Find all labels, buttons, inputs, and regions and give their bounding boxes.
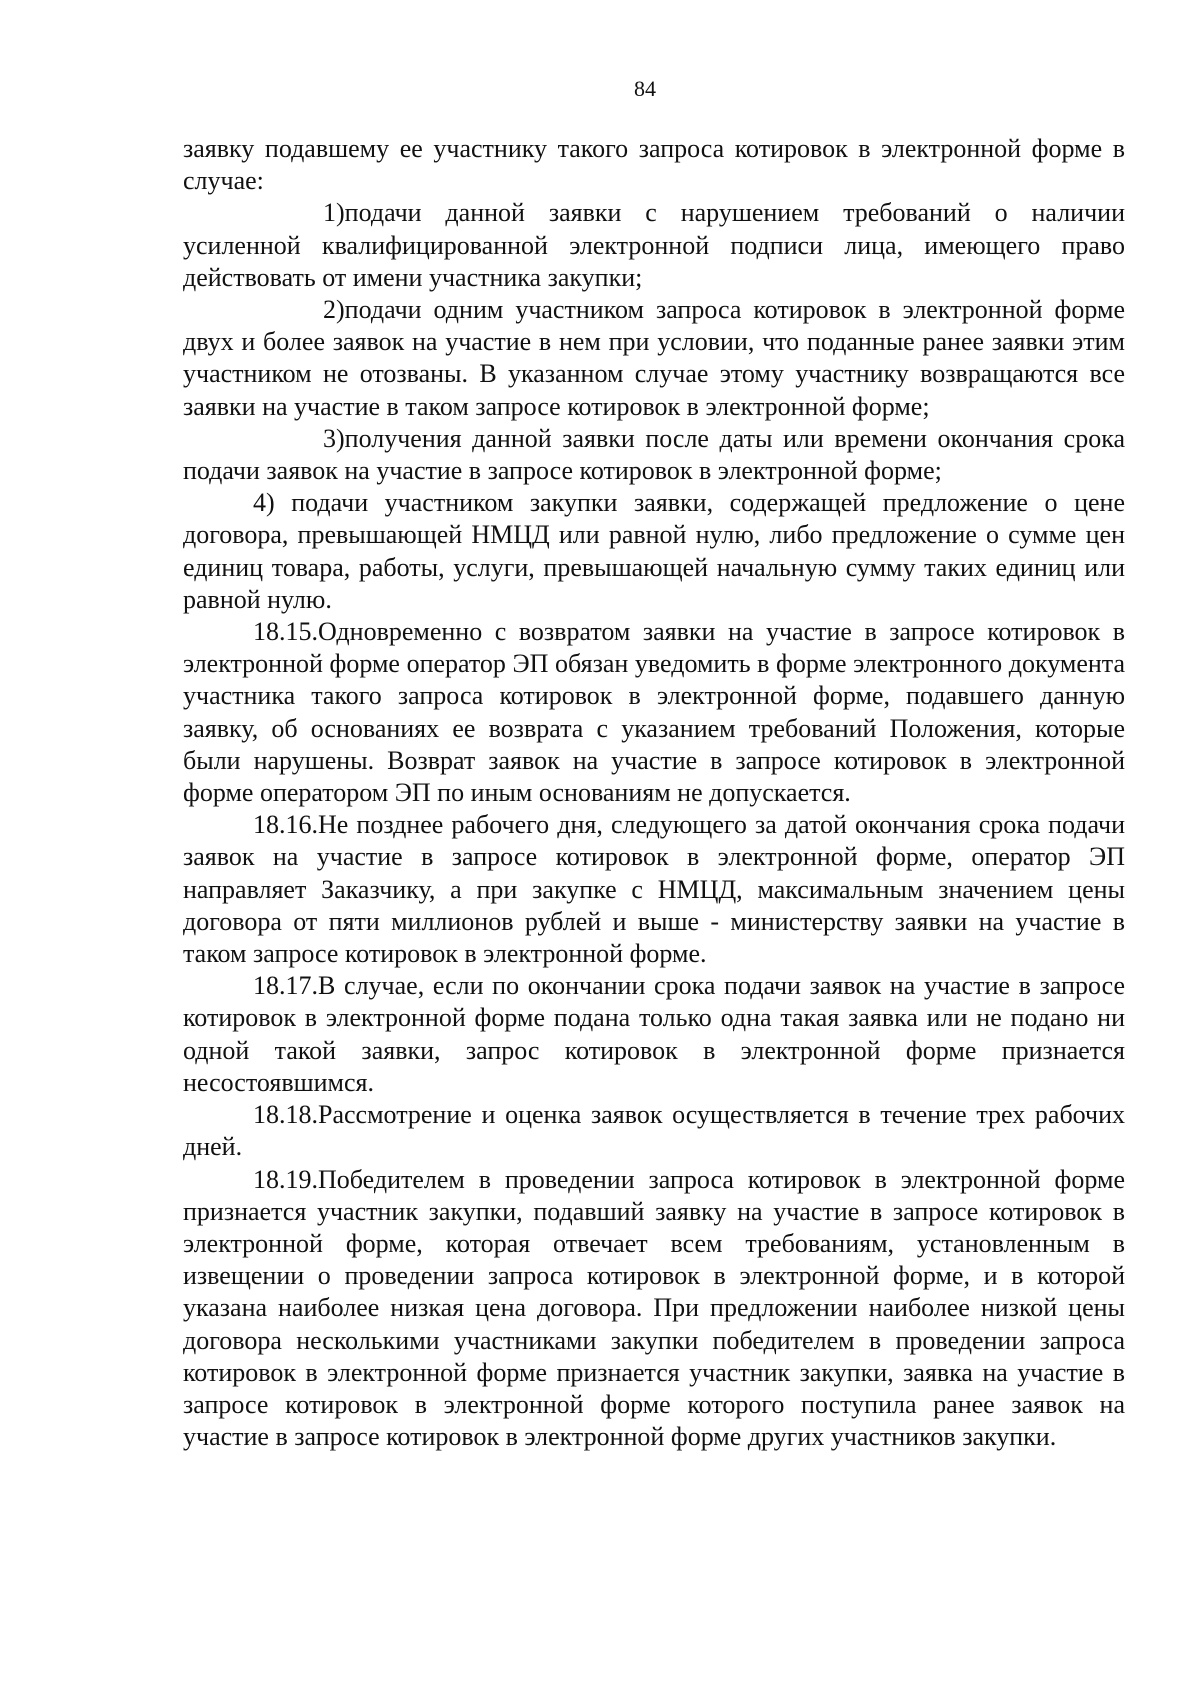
clause-18-17: 18.17.В случае, если по окончании срока подачи заявок на участие в запросе котировок в электронной форме подана только одна такая заявка или не подано ни одной такой заявки, запрос котировок в электронной форме признается несостоявшимся.	[183, 971, 1125, 1097]
list-item-2	[183, 294, 1125, 423]
clause-18-18: 18.18.Рассмотрение и оценка заявок осуществляется в течение трех рабочих дней.	[183, 1100, 1125, 1162]
list-item-1	[183, 197, 1125, 294]
list-item-text: подачи одним участником запроса котировок в электронной форме двух и более заявок на участие в нем при условии, что поданные ранее заявки этим участником не отозваны. В указанном случае этому участнику возвращаются все заявки на участие в таком запросе котировок в электронной форме;	[183, 295, 1125, 421]
list-item-text: подачи данной заявки с нарушением требований о наличии усиленной квалифицированной электронной подписи лица, имеющего право действовать от имени участника закупки;	[183, 198, 1125, 292]
clause-18-16: 18.16.Не позднее рабочего дня, следующего за датой окончания срока подачи заявок на участие в запросе котировок в электронной форме, оператор ЭП направляет Заказчику, а при закупке с НМЦД, максимальным значением цены договора от пяти миллионов рублей и выше - министерству заявки на участие в таком запросе котировок в электронной форме.	[183, 810, 1125, 969]
clause-18-19: 18.19.Победителем в проведении запроса котировок в электронной форме признается участник закупки, подавший заявку на участие в запросе котировок в электронной форме, которая отвечает всем требованиям, установленным в извещении о проведении запроса котировок в электронной форме, и в которой указана наиболее низкая цена договора. При предложении наиболее низкой цены договора несколькими участниками закупки победителем в проведении запроса котировок в электронной форме признается участник закупки, заявка на участие в запросе котировок в электронной форме которого поступила ранее заявок на участие в запросе котировок в электронной форме других участников закупки.	[183, 1164, 1125, 1452]
list-item-text: получения данной заявки после даты или времени окончания срока подачи заявок на участие в запросе котировок в электронной форме;	[183, 423, 1125, 486]
list-number: 1)	[323, 198, 345, 228]
list-number: 3)	[323, 423, 345, 453]
clause-18-15: 18.15.Одновременно с возвратом заявки на участие в запросе котировок в электронной форме оператор ЭП обязан уведомить в форме электронного документа участника такого запроса котировок в электронной форме, подавшего данную заявку, об основаниях ее возврата с указанием требований Положения, которые были нарушены. Возврат заявок на участие в запросе котировок в электронной форме оператором ЭП по иным основаниям не допускается.	[183, 617, 1125, 808]
list-item-4: 4) подачи участником закупки заявки, содержащей предложение о цене договора, превышающей НМЦД или равной нулю, либо предложение о сумме цен единиц товара, работы, услуги, превышающей начальную сумму таких единиц или равной нулю.	[183, 488, 1125, 614]
document-body	[183, 133, 1125, 1453]
paragraph-continuation: заявку подавшему ее участнику такого запроса котировок в электронной форме в случае:	[183, 134, 1125, 196]
list-number: 2)	[323, 295, 345, 325]
page-number: 84	[634, 76, 656, 101]
list-item-3	[183, 423, 1125, 487]
